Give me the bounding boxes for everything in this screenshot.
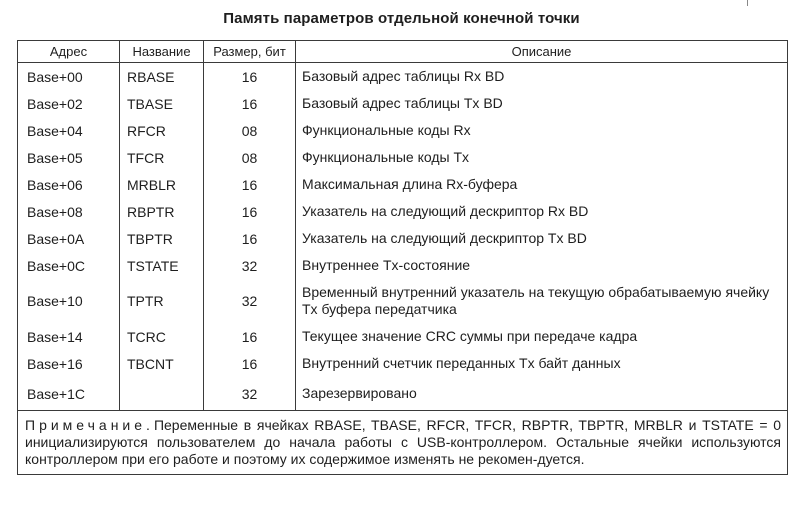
cell-address: Base+14 (18, 323, 120, 350)
header-size: Размер, бит (204, 41, 296, 63)
cell-name: MRBLR (120, 171, 204, 198)
note-cell (18, 411, 788, 475)
cell-description: Базовый адрес таблицы Rx BD (296, 63, 788, 91)
cell-size: 16 (204, 198, 296, 225)
cell-size: 16 (204, 90, 296, 117)
table-row (18, 323, 788, 350)
cell-size: 08 (204, 144, 296, 171)
scan-mark (747, 0, 751, 6)
cell-address: Base+1C (18, 377, 120, 411)
cell-name: TSTATE (120, 252, 204, 279)
table-row (18, 63, 788, 91)
cell-address: Base+04 (18, 117, 120, 144)
cell-description: Временный внутренний указатель на текущую обрабатываемую ячейку Tx буфера передатчика (296, 279, 788, 323)
cell-name: TBCNT (120, 350, 204, 377)
cell-size: 32 (204, 377, 296, 411)
table-row (18, 198, 788, 225)
table-row (18, 144, 788, 171)
cell-address: Base+05 (18, 144, 120, 171)
table-row (18, 377, 788, 411)
cell-name: TBPTR (120, 225, 204, 252)
table-body (18, 63, 788, 411)
cell-description: Текущее значение CRC суммы при передаче кадра (296, 323, 788, 350)
cell-address: Base+08 (18, 198, 120, 225)
cell-description: Базовый адрес таблицы Tx BD (296, 90, 788, 117)
cell-name (120, 377, 204, 411)
cell-description: Зарезервировано (296, 377, 788, 411)
table-row (18, 171, 788, 198)
note-text: Переменные в ячейках RBASE, TBASE, RFCR, TFCR, RBPTR, TBPTR, MRBLR и TSTATE = 0 инициализируются пользователем до начала работы с USB-контроллером. Остальные ячейки используются контроллером при его работе и поэтому их содержимое изменять не рекомен-дуется. (25, 417, 781, 467)
cell-name: RBASE (120, 63, 204, 91)
table-header-row (18, 41, 788, 63)
cell-address: Base+00 (18, 63, 120, 91)
cell-size: 16 (204, 171, 296, 198)
cell-size: 16 (204, 350, 296, 377)
cell-name: TBASE (120, 90, 204, 117)
cell-address: Base+10 (18, 279, 120, 323)
header-name: Название (120, 41, 204, 63)
cell-address: Base+16 (18, 350, 120, 377)
cell-description: Функциональные коды Rx (296, 117, 788, 144)
cell-address: Base+0C (18, 252, 120, 279)
page-title: Память параметров отдельной конечной точки (223, 10, 580, 27)
cell-size: 16 (204, 323, 296, 350)
cell-description: Внутреннее Tx-состояние (296, 252, 788, 279)
parameter-table (17, 40, 788, 475)
cell-name: RFCR (120, 117, 204, 144)
header-description: Описание (296, 41, 788, 63)
table-row (18, 117, 788, 144)
cell-name: TPTR (120, 279, 204, 323)
table-row (18, 279, 788, 323)
cell-size: 32 (204, 252, 296, 279)
cell-address: Base+02 (18, 90, 120, 117)
cell-name: TCRC (120, 323, 204, 350)
cell-size: 32 (204, 279, 296, 323)
cell-description: Указатель на следующий дескриптор Tx BD (296, 225, 788, 252)
cell-size: 08 (204, 117, 296, 144)
table-row (18, 90, 788, 117)
table-row (18, 252, 788, 279)
cell-size: 16 (204, 225, 296, 252)
header-address: Адрес (18, 41, 120, 63)
cell-name: RBPTR (120, 198, 204, 225)
cell-address: Base+06 (18, 171, 120, 198)
table-row (18, 350, 788, 377)
table-row (18, 225, 788, 252)
cell-size: 16 (204, 63, 296, 91)
cell-description: Функциональные коды Tx (296, 144, 788, 171)
cell-address: Base+0A (18, 225, 120, 252)
cell-description: Максимальная длина Rx-буфера (296, 171, 788, 198)
note-row (18, 411, 788, 475)
note-label: Примечание. (25, 417, 154, 433)
cell-name: TFCR (120, 144, 204, 171)
cell-description: Указатель на следующий дескриптор Rx BD (296, 198, 788, 225)
cell-description: Внутренний счетчик переданных Tx байт данных (296, 350, 788, 377)
